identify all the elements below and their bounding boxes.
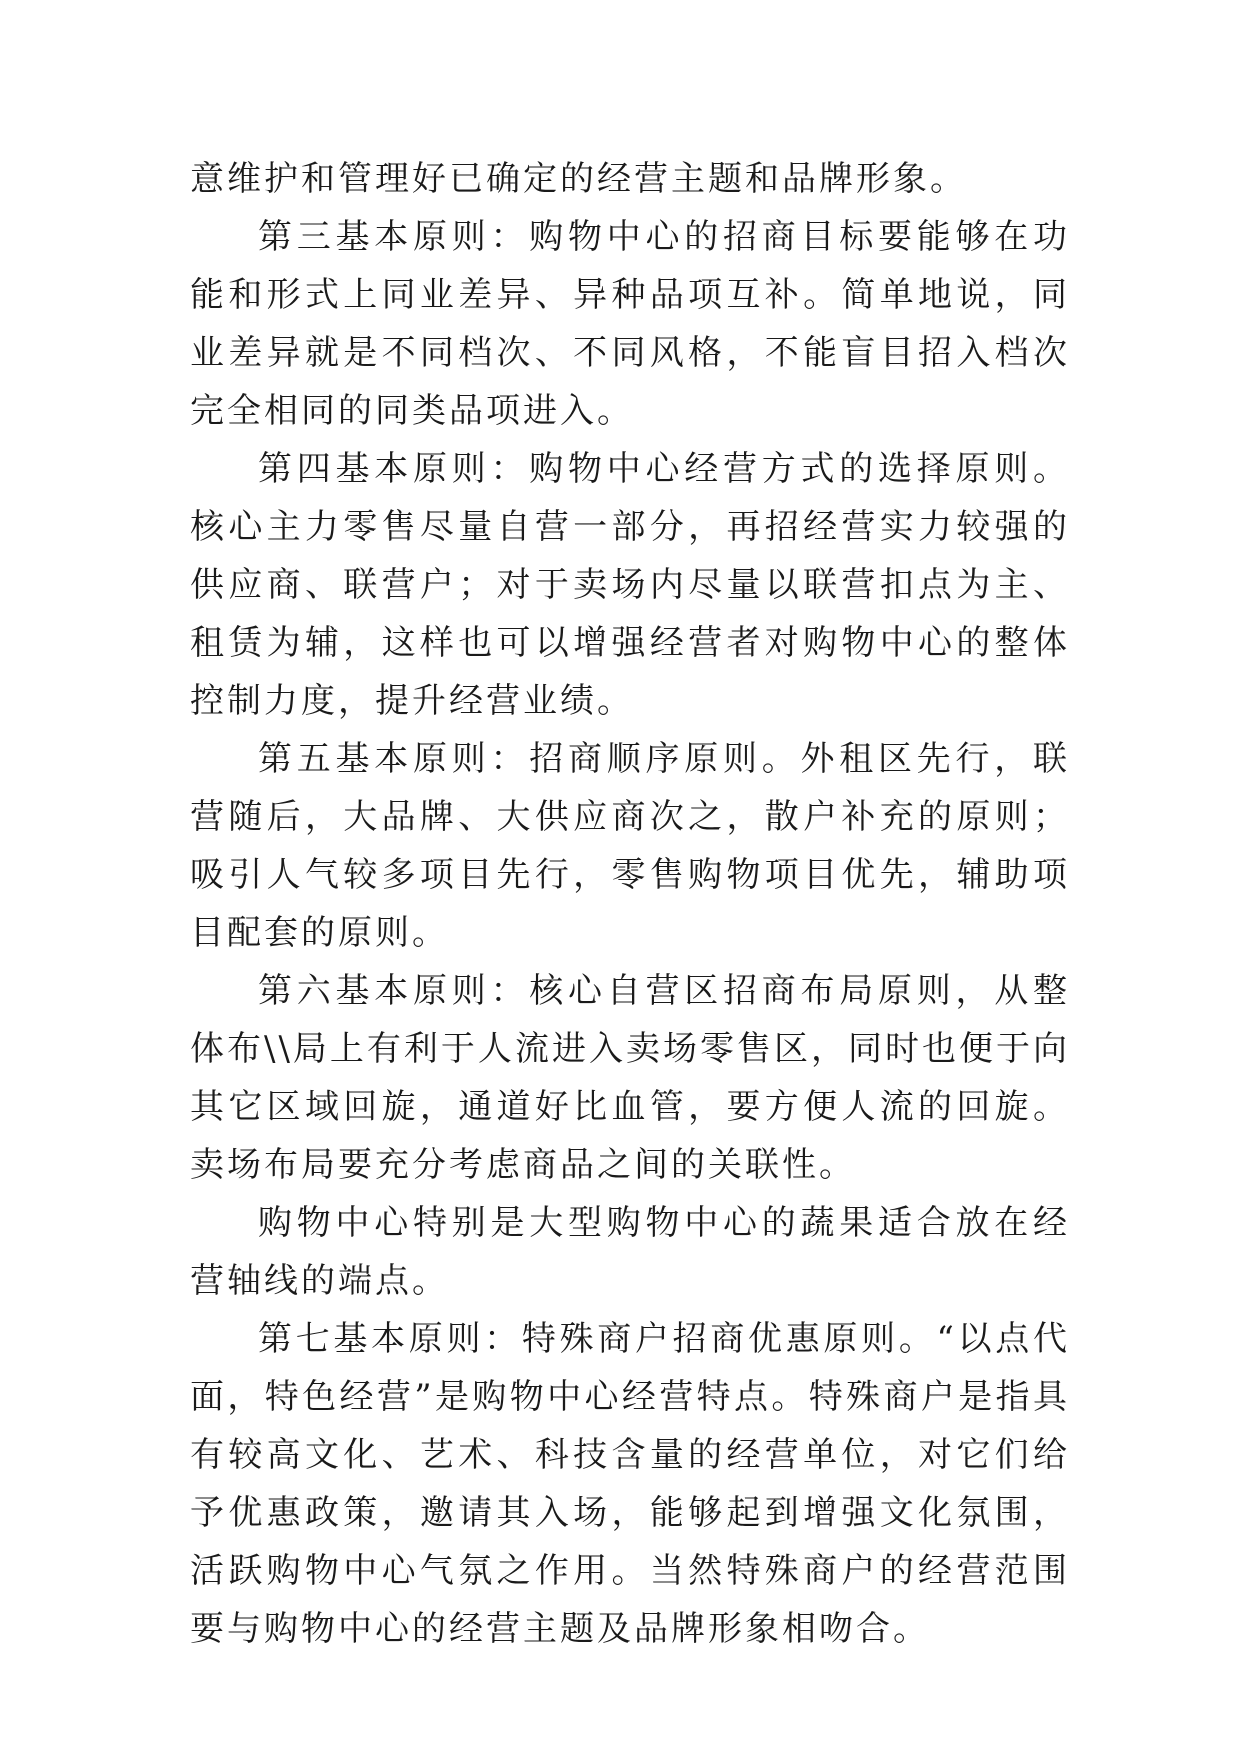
document-body [190,150,1070,1658]
paragraph-principle-6: 第六基本原则：核心自营区招商布局原则，从整体布\\局上有利于人流进入卖场零售区，同时也便于向其它区域回旋，通道好比血管，要方便人流的回旋。卖场布局要充分考虑商品之间的关联性。 [190,971,1070,1185]
paragraph-produce-placement: 购物中心特别是大型购物中心的蔬果适合放在经营轴线的端点。 [190,1203,1070,1301]
paragraph-principle-4: 第四基本原则：购物中心经营方式的选择原则。核心主力零售尽量自营一部分，再招经营实力较强的供应商、联营户；对于卖场内尽量以联营扣点为主、租赁为辅，这样也可以增强经营者对购物中心的整体控制力度，提升经营业绩。 [190,449,1070,721]
paragraph-continuation: 意维护和管理好已确定的经营主题和品牌形象。 [190,159,967,199]
paragraph-principle-3: 第三基本原则：购物中心的招商目标要能够在功能和形式上同业差异、异种品项互补。简单地说，同业差异就是不同档次、不同风格，不能盲目招入档次完全相同的同类品项进入。 [190,217,1070,431]
paragraph-principle-7: 第七基本原则：特殊商户招商优惠原则。“以点代面，特色经营”是购物中心经营特点。特殊商户是指具有较高文化、艺术、科技含量的经营单位，对它们给予优惠政策，邀请其入场，能够起到增强文化氛围，活跃购物中心气氛之作用。当然特殊商户的经营范围要与购物中心的经营主题及品牌形象相吻合。 [190,1319,1070,1649]
paragraph-principle-5: 第五基本原则：招商顺序原则。外租区先行，联营随后，大品牌、大供应商次之，散户补充的原则；吸引人气较多项目先行，零售购物项目优先，辅助项目配套的原则。 [190,739,1070,953]
